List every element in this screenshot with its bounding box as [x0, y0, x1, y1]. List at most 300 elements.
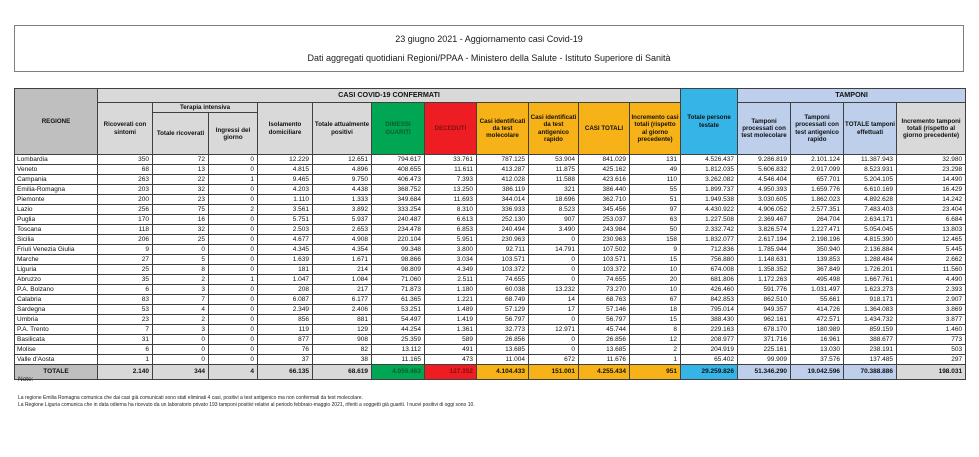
cell: 1.288.484 — [844, 255, 897, 265]
cell: 103.571 — [477, 255, 529, 265]
cell: 68 — [98, 165, 153, 175]
cell: 2 — [153, 275, 209, 285]
cell: 856 — [258, 315, 313, 325]
cell: 2.917.099 — [791, 165, 844, 175]
cell: 1.812.035 — [681, 165, 738, 175]
table-row — [15, 235, 966, 245]
table-row — [15, 245, 966, 255]
cell: 1.639 — [258, 255, 313, 265]
cell: 4.438 — [313, 185, 372, 195]
cell: 32 — [153, 225, 209, 235]
header-casi-antigenico: Casi identificati da test antigenico rapido — [529, 103, 579, 155]
cell: 0 — [529, 275, 579, 285]
cell: 6 — [98, 285, 153, 295]
cell: 73.270 — [579, 285, 630, 295]
cell: 60.038 — [477, 285, 529, 295]
cell: 1.899.737 — [681, 185, 738, 195]
cell: 1.227.508 — [681, 215, 738, 225]
cell: 756.880 — [681, 255, 738, 265]
region-name: P.A. Bolzano — [15, 285, 98, 295]
cell: 1.671 — [313, 255, 372, 265]
region-name: Friuli Venezia Giulia — [15, 245, 98, 255]
cell: 2.140 — [98, 365, 153, 380]
note-line: La Regione Liguria comunica che in data odierna ha ricevuto da un laboratorio privato 193 tamponi positivi relativi al periodo febbraio-maggio 2021, riferiti a soggetti già guariti. I nuovi positivi di oggi sono 10. — [18, 401, 475, 408]
cell: 63 — [630, 215, 681, 225]
cell: 678.170 — [738, 325, 791, 335]
cell: 367.849 — [791, 265, 844, 275]
cell: 6 — [98, 345, 153, 355]
header-incremento-tamponi: Incremento tamponi totali (rispetto al giorno precedente) — [897, 103, 966, 155]
cell: 50 — [630, 225, 681, 235]
cell: 4.104.433 — [477, 365, 529, 380]
cell: 1.361 — [425, 325, 477, 335]
cell: 16.429 — [897, 185, 966, 195]
header-casi-molecolare: Casi identificati da test molecolare — [477, 103, 529, 155]
header-casi-totali: CASI TOTALI — [579, 103, 630, 155]
cell: 388.430 — [681, 315, 738, 325]
cell: 425.162 — [579, 165, 630, 175]
cell: 19.042.596 — [791, 365, 844, 380]
cell: 45.744 — [579, 325, 630, 335]
cell: 217 — [313, 285, 372, 295]
cell: 1.419 — [425, 315, 477, 325]
cell: 4.546.404 — [738, 175, 791, 185]
cell: 37.576 — [791, 355, 844, 365]
cell: 32 — [153, 185, 209, 195]
cell: 68.749 — [477, 295, 529, 305]
cell: 297 — [897, 355, 966, 365]
region-name: Marche — [15, 255, 98, 265]
cell: 206 — [98, 235, 153, 245]
cell: 591.776 — [738, 285, 791, 295]
cell: 8.523 — [529, 205, 579, 215]
region-name: P.A. Trento — [15, 325, 98, 335]
cell: 3.490 — [529, 225, 579, 235]
note-line: La regione Emilia Romagna comunica che dai casi già comunicati sono stati eliminati 4 casi, positivi a test antigenico ma non confermati da test molecolare. — [18, 395, 363, 401]
cell: 1.862.023 — [791, 195, 844, 205]
cell: 0 — [209, 195, 258, 205]
cell: 13.685 — [477, 345, 529, 355]
cell: 74.655 — [579, 275, 630, 285]
cell: 333.254 — [372, 205, 425, 215]
cell: 13.250 — [425, 185, 477, 195]
cell: 55 — [630, 185, 681, 195]
cell: 0 — [529, 265, 579, 275]
cell: 5.054.045 — [844, 225, 897, 235]
cell: 14.242 — [897, 195, 966, 205]
cell: 13.685 — [579, 345, 630, 355]
region-name: Abruzzo — [15, 275, 98, 285]
cell: 127.352 — [425, 365, 477, 380]
cell: 0 — [529, 315, 579, 325]
cell: 0 — [209, 155, 258, 165]
cell: 98.809 — [372, 265, 425, 275]
cell: 12.971 — [529, 325, 579, 335]
cell: 200 — [98, 195, 153, 205]
cell: 1.659.776 — [791, 185, 844, 195]
cell: 1.047 — [258, 275, 313, 285]
cell: 1.726.201 — [844, 265, 897, 275]
cell: 13.232 — [529, 285, 579, 295]
cell: 0 — [209, 225, 258, 235]
cell: 230.963 — [579, 235, 630, 245]
cell: 8.310 — [425, 205, 477, 215]
cell: 61.365 — [372, 295, 425, 305]
notes-label: Note: — [18, 376, 34, 383]
cell: 841.029 — [579, 155, 630, 165]
cell: 238.191 — [844, 345, 897, 355]
header-incremento-casi: Incremento casi totali (rispetto al giorno precedente) — [630, 103, 681, 155]
cell: 386.119 — [477, 185, 529, 195]
cell: 83 — [98, 295, 153, 305]
cell: 11.875 — [529, 165, 579, 175]
cell: 264.704 — [791, 215, 844, 225]
cell: 2.662 — [897, 255, 966, 265]
cell: 2 — [153, 315, 209, 325]
cell: 158 — [630, 235, 681, 245]
header-tamponi-molecolare: Tamponi processati con test molecolare — [738, 103, 791, 155]
cell: 229.163 — [681, 325, 738, 335]
table-row — [15, 155, 966, 165]
cell: 230.963 — [477, 235, 529, 245]
cell: 657.701 — [791, 175, 844, 185]
table-row — [15, 205, 966, 215]
cell: 859.159 — [844, 325, 897, 335]
cell: 0 — [209, 315, 258, 325]
region-name: Lombardia — [15, 155, 98, 165]
header-regione: REGIONE — [15, 89, 98, 155]
cell: 10 — [630, 285, 681, 295]
cell: 53.251 — [372, 305, 425, 315]
cell: 321 — [529, 185, 579, 195]
header-terapia-intensiva: Terapia intensiva — [153, 103, 258, 113]
cell: 907 — [529, 215, 579, 225]
cell: 3 — [153, 285, 209, 295]
cell: 119 — [258, 325, 313, 335]
cell: 3.030.605 — [738, 195, 791, 205]
cell: 25 — [98, 265, 153, 275]
cell: 0 — [209, 235, 258, 245]
cell: 53 — [98, 305, 153, 315]
header-totale-ricoverati: Totale ricoverati — [153, 113, 209, 155]
cell: 842.853 — [681, 295, 738, 305]
cell: 66.135 — [258, 365, 313, 380]
cell: 12 — [630, 335, 681, 345]
cell: 495.498 — [791, 275, 844, 285]
cell: 57.129 — [477, 305, 529, 315]
cell: 2.907 — [897, 295, 966, 305]
header-tamponi-antigenico: Tamponi processati con test antigenico rapido — [791, 103, 844, 155]
cell: 2.101.124 — [791, 155, 844, 165]
region-name: Puglia — [15, 215, 98, 225]
cell: 1.832.077 — [681, 235, 738, 245]
region-name: Valle d'Aosta — [15, 355, 98, 365]
cell: 6.610.169 — [844, 185, 897, 195]
cell: 57.146 — [579, 305, 630, 315]
table-row — [15, 265, 966, 275]
cell: 31 — [98, 335, 153, 345]
cell: 37 — [258, 355, 313, 365]
cell: 4.255.434 — [579, 365, 630, 380]
cell: 9.465 — [258, 175, 313, 185]
cell: 16.961 — [791, 335, 844, 345]
cell: 13 — [153, 165, 209, 175]
cell: 589 — [425, 335, 477, 345]
cell: 214 — [313, 265, 372, 275]
cell: 1.180 — [425, 285, 477, 295]
cell: 3.892 — [313, 205, 372, 215]
cell: 2.136.884 — [844, 245, 897, 255]
cell: 252.130 — [477, 215, 529, 225]
cell: 82 — [313, 345, 372, 355]
cell: 98.866 — [372, 255, 425, 265]
table-row — [15, 195, 966, 205]
cell: 56.797 — [477, 315, 529, 325]
cell: 243.984 — [579, 225, 630, 235]
table-body — [15, 155, 966, 380]
table-row — [15, 355, 966, 365]
cell: 4.345 — [258, 245, 313, 255]
region-name: Sicilia — [15, 235, 98, 245]
cell: 0 — [529, 255, 579, 265]
cell: 4.354 — [313, 245, 372, 255]
cell: 2.369.467 — [738, 215, 791, 225]
cell: 0 — [209, 185, 258, 195]
header-ingressi-giorno: Ingressi del giorno — [209, 113, 258, 155]
cell: 14.791 — [529, 245, 579, 255]
cell: 773 — [897, 335, 966, 345]
region-name: Molise — [15, 345, 98, 355]
header-persone-testate: Totale persone testate — [681, 89, 738, 155]
cell: 6.177 — [313, 295, 372, 305]
cell: 681.806 — [681, 275, 738, 285]
cell: 71.060 — [372, 275, 425, 285]
cell: 2.393 — [897, 285, 966, 295]
cell: 4.490 — [897, 275, 966, 285]
cell: 413.287 — [477, 165, 529, 175]
cell: 44.254 — [372, 325, 425, 335]
cell: 371.716 — [738, 335, 791, 345]
region-name: Toscana — [15, 225, 98, 235]
cell: 6.613 — [425, 215, 477, 225]
report-subtitle: Dati aggregati quotidiani Regioni/PPAA - Ministero della Salute - Istituto Superiore di Sanità — [307, 52, 671, 63]
cell: 97 — [630, 205, 681, 215]
cell: 1.949.538 — [681, 195, 738, 205]
cell: 2.332.742 — [681, 225, 738, 235]
cell: 2.653 — [313, 225, 372, 235]
cell: 51 — [630, 195, 681, 205]
cell: 918.171 — [844, 295, 897, 305]
cell: 406.473 — [372, 175, 425, 185]
cell: 11.560 — [897, 265, 966, 275]
cell: 15 — [630, 315, 681, 325]
cell: 0 — [209, 245, 258, 255]
cell: 491 — [425, 345, 477, 355]
cell: 32.773 — [477, 325, 529, 335]
cell: 18.696 — [529, 195, 579, 205]
cell: 7.393 — [425, 175, 477, 185]
cell: 344.014 — [477, 195, 529, 205]
cell: 5 — [153, 255, 209, 265]
cell: 23 — [98, 315, 153, 325]
cell: 9.750 — [313, 175, 372, 185]
cell: 26.856 — [579, 335, 630, 345]
cell: 11.676 — [579, 355, 630, 365]
cell: 10 — [630, 265, 681, 275]
cell: 1.364.083 — [844, 305, 897, 315]
cell: 5.606.832 — [738, 165, 791, 175]
cell: 426.460 — [681, 285, 738, 295]
cell: 503 — [897, 345, 966, 355]
cell: 2 — [209, 205, 258, 215]
cell: 107.502 — [579, 245, 630, 255]
table-row — [15, 335, 966, 345]
table-row — [15, 345, 966, 355]
cell: 2.503 — [258, 225, 313, 235]
cell: 0 — [209, 285, 258, 295]
cell: 263 — [98, 175, 153, 185]
totals-label: TOTALE — [15, 365, 98, 380]
cell: 4.950.393 — [738, 185, 791, 195]
cell: 3 — [153, 325, 209, 335]
cell: 2.577.351 — [791, 205, 844, 215]
cell: 75 — [153, 205, 209, 215]
table-row — [15, 185, 966, 195]
cell: 234.478 — [372, 225, 425, 235]
cell: 12.651 — [313, 155, 372, 165]
region-name: Emilia-Romagna — [15, 185, 98, 195]
cell: 22 — [153, 175, 209, 185]
cell: 8.523.931 — [844, 165, 897, 175]
cell: 794.617 — [372, 155, 425, 165]
cell: 1.489 — [425, 305, 477, 315]
cell: 388.677 — [844, 335, 897, 345]
cell: 29.259.826 — [681, 365, 738, 380]
cell: 4.677 — [258, 235, 313, 245]
cell: 71.873 — [372, 285, 425, 295]
cell: 118 — [98, 225, 153, 235]
cell: 2.349 — [258, 305, 313, 315]
cell: 4.430.922 — [681, 205, 738, 215]
cell: 951 — [630, 365, 681, 380]
table-row — [15, 275, 966, 285]
cell: 56.797 — [579, 315, 630, 325]
cell: 1.172.263 — [738, 275, 791, 285]
cell: 25.359 — [372, 335, 425, 345]
cell: 3.826.574 — [738, 225, 791, 235]
region-name: Campania — [15, 175, 98, 185]
cell: 674.008 — [681, 265, 738, 275]
cell: 2.406 — [313, 305, 372, 315]
cell: 32.980 — [897, 155, 966, 165]
cell: 4.203 — [258, 185, 313, 195]
cell: 2.198.196 — [791, 235, 844, 245]
cell: 1.221 — [425, 295, 477, 305]
cell: 198.031 — [897, 365, 966, 380]
cell: 1.434.732 — [844, 315, 897, 325]
cell: 9 — [98, 245, 153, 255]
cell: 4.815.390 — [844, 235, 897, 245]
header-totale-tamponi: TOTALE tamponi effettuati — [844, 103, 897, 155]
cell: 70.388.886 — [844, 365, 897, 380]
cell: 23.298 — [897, 165, 966, 175]
cell: 0 — [209, 215, 258, 225]
cell: 103.372 — [477, 265, 529, 275]
cell: 345.456 — [579, 205, 630, 215]
cell: 20 — [630, 275, 681, 285]
cell: 220.104 — [372, 235, 425, 245]
table-header — [15, 89, 966, 155]
cell: 11.004 — [477, 355, 529, 365]
cell: 0 — [209, 305, 258, 315]
cell: 9.286.819 — [738, 155, 791, 165]
cell: 139.853 — [791, 255, 844, 265]
cell: 712.836 — [681, 245, 738, 255]
cell: 0 — [209, 355, 258, 365]
header-casi-confermati-band: CASI COVID-19 CONFERMATI — [98, 89, 681, 103]
cell: 17 — [529, 305, 579, 315]
cell: 1 — [98, 355, 153, 365]
cell: 23.404 — [897, 205, 966, 215]
table-row — [15, 315, 966, 325]
cell: 0 — [153, 335, 209, 345]
cell: 129 — [313, 325, 372, 335]
cell: 6.684 — [897, 215, 966, 225]
cell: 672 — [529, 355, 579, 365]
cell: 3.869 — [897, 305, 966, 315]
region-name: Liguria — [15, 265, 98, 275]
cell: 51.346.290 — [738, 365, 791, 380]
cell: 1.623.273 — [844, 285, 897, 295]
cell: 4 — [153, 305, 209, 315]
cell: 908 — [313, 335, 372, 345]
cell: 0 — [529, 335, 579, 345]
cell: 240.487 — [372, 215, 425, 225]
header-ricoverati: Ricoverati con sintomi — [98, 103, 153, 155]
cell: 110 — [630, 175, 681, 185]
cell: 2 — [630, 345, 681, 355]
cell: 2.511 — [425, 275, 477, 285]
cell: 68.763 — [579, 295, 630, 305]
cell: 2.617.194 — [738, 235, 791, 245]
cell: 151.001 — [529, 365, 579, 380]
header-deceduti: DECEDUTI — [425, 103, 477, 155]
cell: 208 — [258, 285, 313, 295]
table-row — [15, 175, 966, 185]
cell: 0 — [529, 235, 579, 245]
cell: 72 — [153, 155, 209, 165]
cell: 137.485 — [844, 355, 897, 365]
cell: 4.526.437 — [681, 155, 738, 165]
cell: 5.204.105 — [844, 175, 897, 185]
cell: 1.148.631 — [738, 255, 791, 265]
cell: 67 — [630, 295, 681, 305]
cell: 1 — [209, 275, 258, 285]
cell: 4.815 — [258, 165, 313, 175]
cell: 225.161 — [738, 345, 791, 355]
cell: 414.726 — [791, 305, 844, 315]
cell: 7 — [153, 295, 209, 305]
cell: 181 — [258, 265, 313, 275]
cell: 13.803 — [897, 225, 966, 235]
cell: 408.655 — [372, 165, 425, 175]
cell: 99.909 — [738, 355, 791, 365]
cell: 74.655 — [477, 275, 529, 285]
cell: 4 — [209, 365, 258, 380]
cell: 1.785.944 — [738, 245, 791, 255]
cell: 68.619 — [313, 365, 372, 380]
cell: 1.460 — [897, 325, 966, 335]
